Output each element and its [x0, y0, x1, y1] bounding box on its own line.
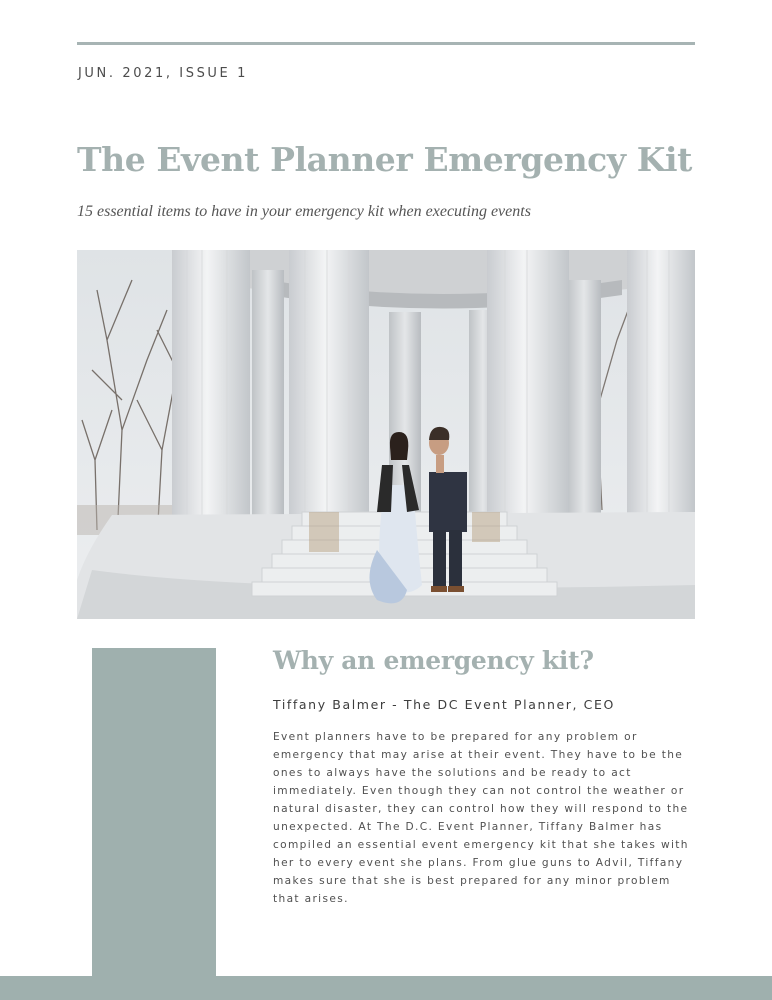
issue-label: JUN. 2021, ISSUE 1 — [78, 66, 248, 81]
section-heading: Why an emergency kit? — [273, 646, 594, 675]
footer-band — [0, 976, 772, 1000]
page-subtitle: 15 essential items to have in your emergency kit when executing events — [77, 203, 531, 220]
top-divider — [77, 42, 695, 45]
page-title: The Event Planner Emergency Kit — [77, 140, 693, 179]
body-paragraph: Event planners have to be prepared for any problem or emergency that may arise at their event. They have to be the ones to always have the solutions and be ready to act immediately. Even though they can not control the weather or natural disaster, they can control how they will respond to the unexpected. At The D.C. Event Planner, Tiffany Balmer has compiled an essential event emergency kit that she takes with her to every event she plans. From glue guns to Advil, Tiffany makes sure that she is best prepared for any minor problem that arises. — [273, 731, 689, 905]
hero-photo-illustration — [77, 250, 695, 619]
accent-block — [92, 648, 216, 1000]
author-byline: Tiffany Balmer - The DC Event Planner, CEO — [273, 697, 615, 712]
hero-photo — [77, 250, 695, 619]
